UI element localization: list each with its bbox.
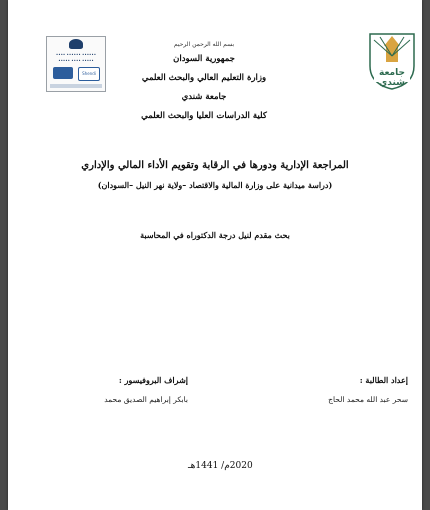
university-logo bbox=[366, 32, 418, 90]
crest-icon bbox=[69, 39, 83, 49]
ministry-name: وزارة التعليم العالي والبحث العلمي bbox=[141, 73, 267, 83]
university-name: جامعة شندي bbox=[181, 92, 227, 102]
logo-caption-2: ••••• •••• ••••• bbox=[58, 58, 94, 63]
badge-icon bbox=[78, 67, 100, 81]
country-name: جمهورية السودان bbox=[173, 54, 235, 64]
document-page bbox=[8, 0, 422, 510]
thesis-title: المراجعة الإدارية ودورها في الرقابة وتقويم الأداء المالي والإداري bbox=[81, 160, 349, 171]
college-name: كلية الدراسات العليا والبحث العلمي bbox=[141, 111, 267, 121]
logo-caption-1: •••••• •••••• •••• bbox=[55, 52, 97, 57]
student-name: سحر عبد الله محمد الحاج bbox=[328, 395, 408, 404]
university-logo-text: جامعة شندي bbox=[379, 68, 405, 88]
supervisor-label: إشراف البروفيسور : bbox=[118, 375, 188, 385]
basmala: بسم الله الرحمن الرحيم bbox=[173, 41, 235, 48]
student-label: إعداد الطالبة : bbox=[359, 375, 408, 385]
institution-header bbox=[119, 40, 289, 126]
degree-statement: بحث مقدم لنيل درجة الدكتوراه في المحاسبة bbox=[140, 230, 290, 240]
badge-icon bbox=[53, 67, 73, 79]
college-logo bbox=[46, 36, 106, 92]
supervisor-name: بابكر إبراهيم الصديق محمد bbox=[104, 395, 188, 404]
date: 2020م/ 1441هـ bbox=[188, 461, 253, 471]
logo-footer-bar bbox=[50, 84, 102, 88]
thesis-subtitle: (دراسة ميدانية على وزارة المالية والاقتصاد –ولاية نهر النيل –السودان) bbox=[97, 180, 333, 190]
badge-label: Shendi bbox=[82, 71, 96, 76]
